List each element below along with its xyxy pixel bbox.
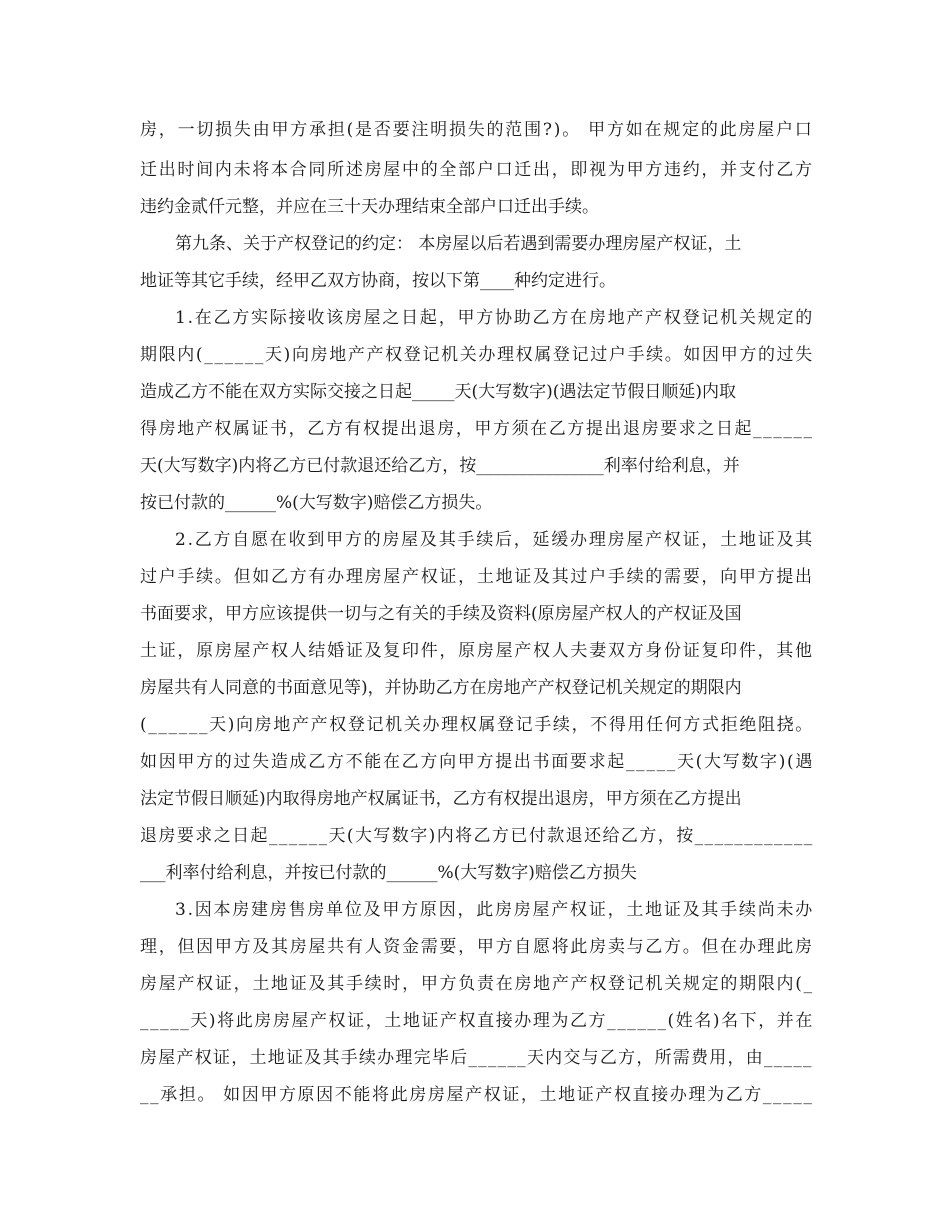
text-line: 房屋共有人同意的书面意见等)，并协助乙方在房地产产权登记机关规定的期限内: [140, 678, 742, 698]
text-line: 土证，原房屋产权人结婚证及复印件，原房屋产权人夫妻双方身份证复印件，其他: [140, 641, 814, 661]
text-line: _____天)将此房房屋产权证，土地证产权直接办理为乙方______(姓名)名下，并在: [140, 1011, 814, 1031]
paragraph-start-line: 1.在乙方实际接收该房屋之日起，甲方协助乙方在房地产产权登记机关规定的: [175, 308, 814, 328]
text-line: ___利率付给利息，并按已付款的______%(大写数字)赔偿乙方损失: [140, 863, 637, 883]
text-line: 按已付款的______%(大写数字)赔偿乙方损失。: [140, 493, 493, 513]
text-line: 理，但因甲方及其房屋共有人资金需要，甲方自愿将此房卖与乙方。但在办理此房: [140, 937, 814, 957]
text-line: 如因甲方的过失造成乙方不能在乙方向甲方提出书面要求起_____天(大写数字)(遇: [140, 752, 815, 772]
section-heading-line: 第九条、关于产权登记的约定： 本房屋以后若遇到需要办理房屋产权证，土: [175, 234, 742, 254]
text-line: 迁出时间内未将本合同所述房屋中的全部户口迁出，即视为甲方违约，并支付乙方: [140, 160, 814, 180]
text-line: 天(大写数字)内将乙方已付款退还给乙方，按_______________利率付给利息，并: [140, 456, 740, 476]
paragraph-start-line: 2.乙方自愿在收到甲方的房屋及其手续后，延缓办理房屋产权证，土地证及其: [175, 530, 814, 550]
text-line: 造成乙方不能在双方实际交接之日起_____天(大写数字)(遇法定节假日顺延)内取: [140, 382, 737, 402]
text-line: 房屋产权证，土地证及其手续时，甲方负责在房地产产权登记机关规定的期限内(_: [140, 974, 814, 994]
text-line: 书面要求，甲方应该提供一切与之有关的手续及资料(原房屋产权人的产权证及国: [140, 604, 742, 624]
paragraph-start-line: 3.因本房建房售房单位及甲方原因，此房房屋产权证，土地证及其手续尚未办: [175, 900, 814, 920]
text-line: __承担。 如因甲方原因不能将此房房屋产权证，土地证产权直接办理为乙方_____: [140, 1085, 814, 1105]
text-line: 房，一切损失由甲方承担(是否要注明损失的范围?)。 甲方如在规定的此房屋户口: [140, 120, 814, 140]
text-line: 得房地产权属证书，乙方有权提出退房，甲方须在乙方提出退房要求之日起______: [140, 419, 814, 439]
text-line: 地证等其它手续，经甲乙双方协商，按以下第____种约定进行。: [140, 271, 616, 291]
text-line: 退房要求之日起______天(大写数字)内将乙方已付款退还给乙方，按____________: [140, 826, 814, 846]
text-line: 房屋产权证，土地证及其手续办理完毕后______天内交与乙方，所需费用，由_____: [140, 1048, 813, 1068]
text-line: 违约金贰仟元整，并应在三十天办理结束全部户口迁出手续。: [140, 197, 599, 217]
text-line: (______天)向房地产产权登记机关办理权属登记手续，不得用任何方式拒绝阻挠。: [140, 715, 814, 735]
text-line: 期限内(______天)向房地产产权登记机关办理权属登记过户手续。如因甲方的过失: [140, 345, 814, 365]
text-line: 过户手续。但如乙方有办理房屋产权证，土地证及其过户手续的需要，向甲方提出: [140, 567, 814, 587]
text-line: 法定节假日顺延)内取得房地产权属证书，乙方有权提出退房，甲方须在乙方提出: [140, 789, 742, 809]
